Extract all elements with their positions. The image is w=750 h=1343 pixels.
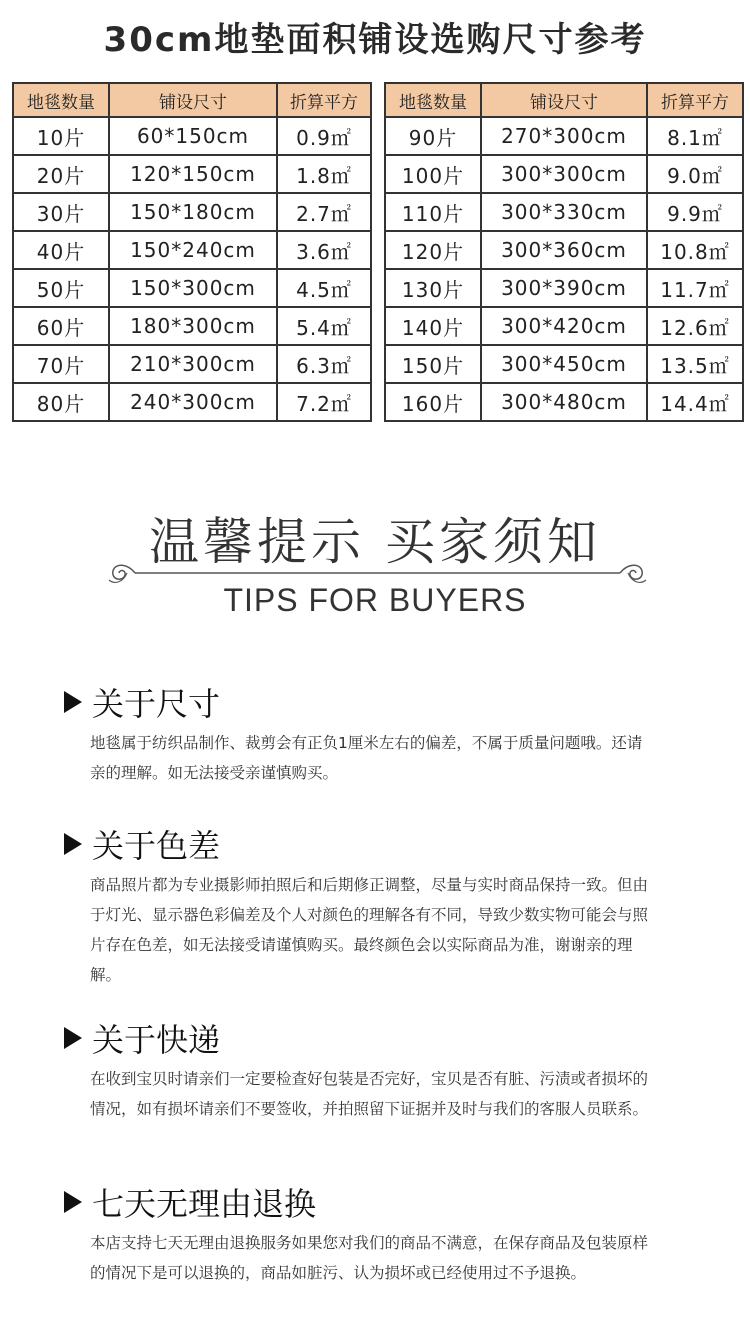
cell-quantity: 10片 xyxy=(13,117,109,155)
cell-area: 2.7㎡ xyxy=(277,193,371,231)
cell-size: 60*150cm xyxy=(109,117,277,155)
header-quantity: 地毯数量 xyxy=(13,83,109,117)
cell-quantity: 110片 xyxy=(385,193,481,231)
cell-quantity: 50片 xyxy=(13,269,109,307)
cell-size: 210*300cm xyxy=(109,345,277,383)
triangle-bullet-icon xyxy=(64,691,82,713)
cell-size: 150*180cm xyxy=(109,193,277,231)
cell-area: 6.3㎡ xyxy=(277,345,371,383)
header-size: 铺设尺寸 xyxy=(109,83,277,117)
tips-title-en: TIPS FOR BUYERS xyxy=(223,582,527,618)
cell-area: 8.1㎡ xyxy=(647,117,743,155)
table-row xyxy=(385,269,743,307)
tips-title-cn: 温馨提示 买家须知 xyxy=(149,513,601,571)
cell-size: 300*450cm xyxy=(481,345,647,383)
cell-size: 300*480cm xyxy=(481,383,647,421)
cell-size: 240*300cm xyxy=(109,383,277,421)
cell-quantity: 70片 xyxy=(13,345,109,383)
cell-area: 10.8㎡ xyxy=(647,231,743,269)
cell-area: 9.0㎡ xyxy=(647,155,743,193)
cell-quantity: 30片 xyxy=(13,193,109,231)
section-body: 在收到宝贝时请亲们一定要检查好包装是否完好，宝贝是否有脏、污渍或者损坏的情况，如有损坏请亲们不要签收，并拍照留下证据并及时与我们的客服人员联系。 xyxy=(90,1070,649,1118)
table-row xyxy=(385,345,743,383)
cell-quantity: 40片 xyxy=(13,231,109,269)
section-delivery xyxy=(64,1018,664,1124)
triangle-bullet-icon xyxy=(64,833,82,855)
table-row xyxy=(13,193,371,231)
cell-size: 300*360cm xyxy=(481,231,647,269)
table-row xyxy=(13,117,371,155)
cell-size: 150*240cm xyxy=(109,231,277,269)
section-title: 关于尺寸 xyxy=(92,685,221,723)
table-row xyxy=(385,193,743,231)
header-size: 铺设尺寸 xyxy=(481,83,647,117)
cell-quantity: 150片 xyxy=(385,345,481,383)
cell-area: 5.4㎡ xyxy=(277,307,371,345)
section-body: 商品照片都为专业摄影师拍照后和后期修正调整，尽量与实时商品保持一致。但由于灯光、显示器色彩偏差及个人对颜色的理解各有不同，导致少数实物可能会与照片存在色差，如无法接受请谨慎购买。最终颜色会以实际商品为准，谢谢亲的理解。 xyxy=(90,876,649,984)
cell-quantity: 130片 xyxy=(385,269,481,307)
section-return xyxy=(64,1182,664,1288)
cell-quantity: 60片 xyxy=(13,307,109,345)
cell-area: 7.2㎡ xyxy=(277,383,371,421)
cell-quantity: 120片 xyxy=(385,231,481,269)
table-row xyxy=(385,307,743,345)
table-row xyxy=(385,231,743,269)
cell-area: 9.9㎡ xyxy=(647,193,743,231)
section-title: 关于色差 xyxy=(92,827,221,865)
section-body: 本店支持七天无理由退换服务如果您对我们的商品不满意，在保存商品及包装原样的情况下是可以退换的，商品如脏污、认为损坏或已经使用过不予退换。 xyxy=(90,1234,649,1282)
section-title: 关于快递 xyxy=(92,1021,221,1059)
section-size xyxy=(64,682,664,788)
cell-quantity: 80片 xyxy=(13,383,109,421)
table-row xyxy=(13,231,371,269)
cell-area: 11.7㎡ xyxy=(647,269,743,307)
table-row xyxy=(13,307,371,345)
table-row xyxy=(385,383,743,421)
section-body: 地毯属于纺织品制作、裁剪会有正负1厘米左右的偏差，不属于质量问题哦。还请亲的理解。如无法接受亲谨慎购买。 xyxy=(90,734,643,782)
cell-quantity: 100片 xyxy=(385,155,481,193)
size-table-left xyxy=(12,82,372,422)
table-row xyxy=(385,155,743,193)
header-area: 折算平方 xyxy=(647,83,743,117)
table-row xyxy=(385,117,743,155)
size-table-right xyxy=(384,82,744,422)
cell-area: 13.5㎡ xyxy=(647,345,743,383)
triangle-bullet-icon xyxy=(64,1191,82,1213)
cell-quantity: 20片 xyxy=(13,155,109,193)
cell-size: 300*390cm xyxy=(481,269,647,307)
cell-quantity: 90片 xyxy=(385,117,481,155)
table-row xyxy=(13,269,371,307)
cell-area: 12.6㎡ xyxy=(647,307,743,345)
cell-size: 270*300cm xyxy=(481,117,647,155)
cell-quantity: 140片 xyxy=(385,307,481,345)
section-title: 七天无理由退换 xyxy=(92,1185,317,1223)
table-row xyxy=(13,345,371,383)
cell-size: 120*150cm xyxy=(109,155,277,193)
cell-size: 300*420cm xyxy=(481,307,647,345)
triangle-bullet-icon xyxy=(64,1027,82,1049)
header-quantity: 地毯数量 xyxy=(385,83,481,117)
cell-area: 0.9㎡ xyxy=(277,117,371,155)
cell-size: 300*300cm xyxy=(481,155,647,193)
page-title: 30cm地垫面积铺设选购尺寸参考 xyxy=(103,20,647,60)
cell-area: 4.5㎡ xyxy=(277,269,371,307)
table-row xyxy=(13,383,371,421)
cell-area: 14.4㎡ xyxy=(647,383,743,421)
cell-area: 3.6㎡ xyxy=(277,231,371,269)
cell-quantity: 160片 xyxy=(385,383,481,421)
cell-size: 150*300cm xyxy=(109,269,277,307)
header-area: 折算平方 xyxy=(277,83,371,117)
cell-size: 180*300cm xyxy=(109,307,277,345)
table-row xyxy=(13,155,371,193)
cell-size: 300*330cm xyxy=(481,193,647,231)
cell-area: 1.8㎡ xyxy=(277,155,371,193)
section-color xyxy=(64,824,664,990)
